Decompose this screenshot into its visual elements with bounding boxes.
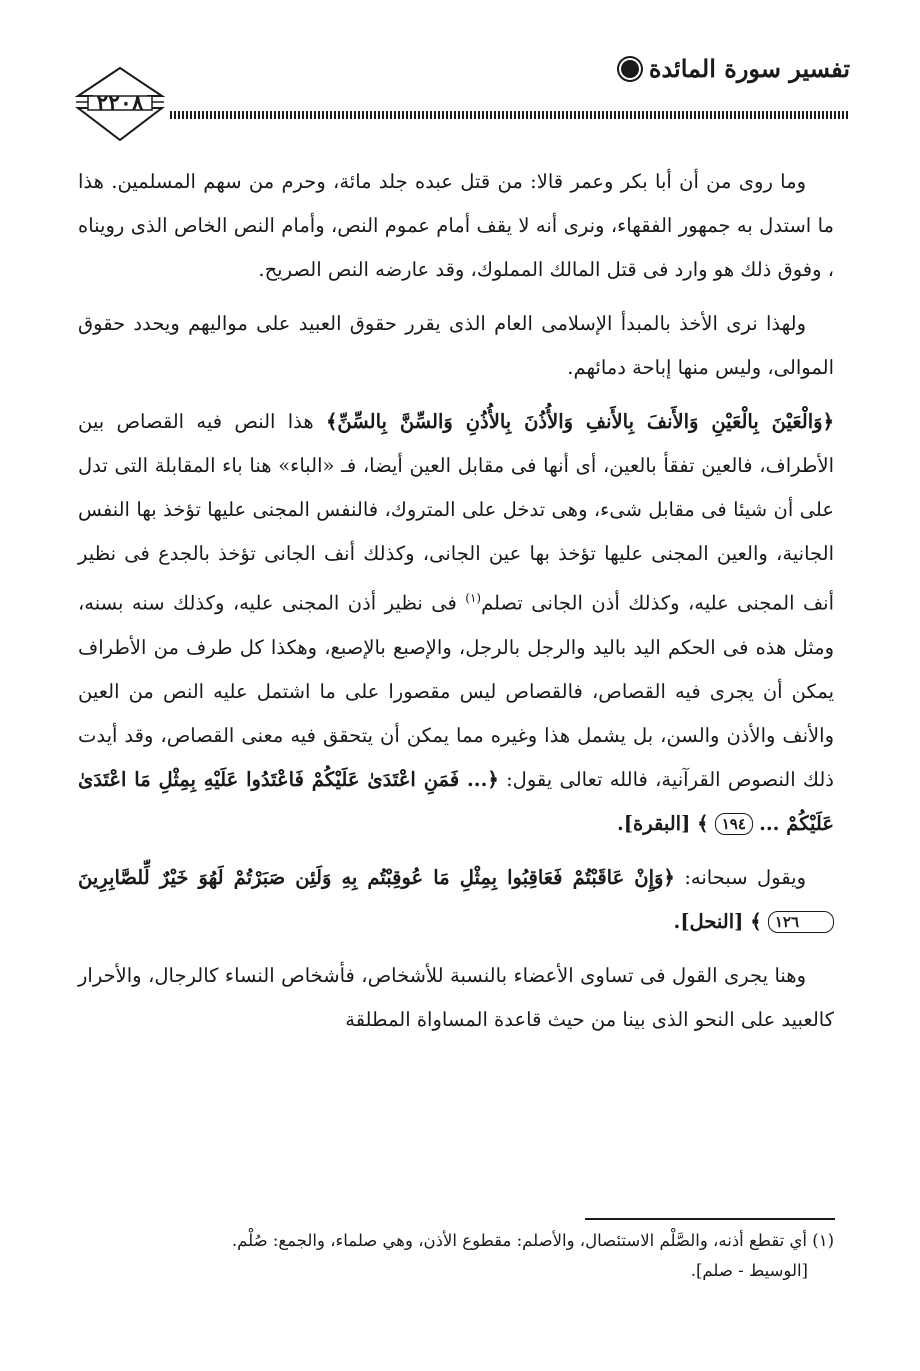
header-rule bbox=[170, 111, 850, 119]
sura-reference: [البقرة]. bbox=[616, 811, 698, 835]
footnotes bbox=[78, 1226, 834, 1286]
paragraph-3 bbox=[78, 400, 834, 846]
ayah-number: ١٢٦ bbox=[768, 911, 834, 933]
sura-reference: [النحل]. bbox=[673, 909, 751, 933]
quran-verse: ﴿وَإِنْ عَاقَبْتُمْ فَعَاقِبُوا بِمِثْلِ مَا عُوقِبْتُم بِهِ وَلَئِن صَبَرْتُمْ لَهُوَ خَيْرٌ لِّلصَّابِرِينَ bbox=[78, 865, 675, 889]
page-number: ٢٢٠٨ bbox=[96, 90, 144, 116]
quran-verse: ﴿... فَمَنِ اعْتَدَىٰ عَلَيْكُمْ فَاعْتَدُوا عَلَيْهِ بِمِثْلِ مَا اعْتَدَىٰ عَلَيْكُمْ ... bbox=[78, 767, 834, 835]
footnote-marker: (١) bbox=[465, 591, 482, 605]
quran-verse: ﴿وَالْعَيْنَ بِالْعَيْنِ وَالأَنفَ بِالأَنفِ وَالأُذُنَ بِالأُذُنِ وَالسِّنَّ بِالسِّنِّ﴾ bbox=[325, 410, 834, 433]
paragraph-5: وهنا يجرى القول فى تساوى الأعضاء بالنسبة للأشخاص، فأشخاص النساء كالرجال، والأحرار كالعبيد على النحو الذى بينا من حيث قاعدة المساواة المطلقة bbox=[78, 963, 834, 1031]
running-title-text: تفسير سورة المائدة bbox=[648, 54, 850, 83]
footnote-1: (١) أي تقطع أذنه، والصَّلْم الاستئصال، والأصلم: مقطوع الأذن، وهي صلماء، والجمع: صُلْم. bbox=[231, 1231, 834, 1250]
verse-close: ﴾ bbox=[750, 909, 762, 933]
running-title bbox=[621, 54, 850, 83]
verse-close: ﴾ bbox=[697, 811, 709, 835]
page-header bbox=[70, 48, 850, 148]
footnote-divider bbox=[585, 1218, 835, 1220]
flower-ornament-icon bbox=[621, 60, 639, 78]
paragraph-3-text-b: فى نظير أذن المجنى عليه، وكذلك سنه بسنه، ومثل هذه فى الحكم اليد باليد والرجل بالرجل، والإصبع بالإصبع، وهكذا كل طرف من الأطراف يمكن أن يجرى فيه القصاص، فالقصاص ليس مقصورا على ما اشتمل عليه النص من العين والأنف والأذن والسن، بل يشمل هذا وغيره مما يمكن أن يتحقق فيه معنى القصاص، وقد أيدت ذلك النصوص القرآنية، فالله تعالى يقول: bbox=[78, 591, 834, 791]
ayah-number: ١٩٤ bbox=[715, 813, 753, 835]
paragraph-2: ولهذا نرى الأخذ بالمبدأ الإسلامى العام الذى يقرر حقوق العبيد على مواليهم ويحدد حقوق الموالى، وليس منها إباحة دمائهم. bbox=[78, 312, 834, 379]
footnote-1-source: [الوسيط - صلم]. bbox=[690, 1261, 808, 1280]
page-number-badge bbox=[70, 66, 170, 146]
paragraph-1: وما روى من أن أبا بكر وعمر قالا: من قتل عبده جلد مائة، وحرم من سهم المسلمين. هذا ما استدل به جمهور الفقهاء، ونرى أنه لا يقف أمام عموم النص، وأمام النص الخاص الذى رويناه ، وفوق ذلك هو وارد فى قتل المالك المملوك، وقد عارضه النص الصريح. bbox=[78, 170, 834, 281]
paragraph-3-text-a: هذا النص فيه القصاص بين الأطراف، فالعين تفقأ بالعين، أى أنها فى مقابل العين أيضا، فـ «الباء» هنا باء المقابلة التى تدل على أن شيئا فى مقابل شىء، وهى تدخل على المتروك، فالنفس المجنى عليها تؤخذ بها النفس الجانية، والعين المجنى عليها تؤخذ بها عين الجانى، وكذلك أنف الجانى تؤخذ بالجدع فى نظير أنف المجنى عليه، وكذلك أذن الجانى تصلم bbox=[78, 410, 834, 615]
main-text bbox=[78, 160, 834, 1052]
paragraph-4 bbox=[78, 856, 834, 944]
paragraph-4-intro: ويقول سبحانه: bbox=[674, 865, 806, 889]
